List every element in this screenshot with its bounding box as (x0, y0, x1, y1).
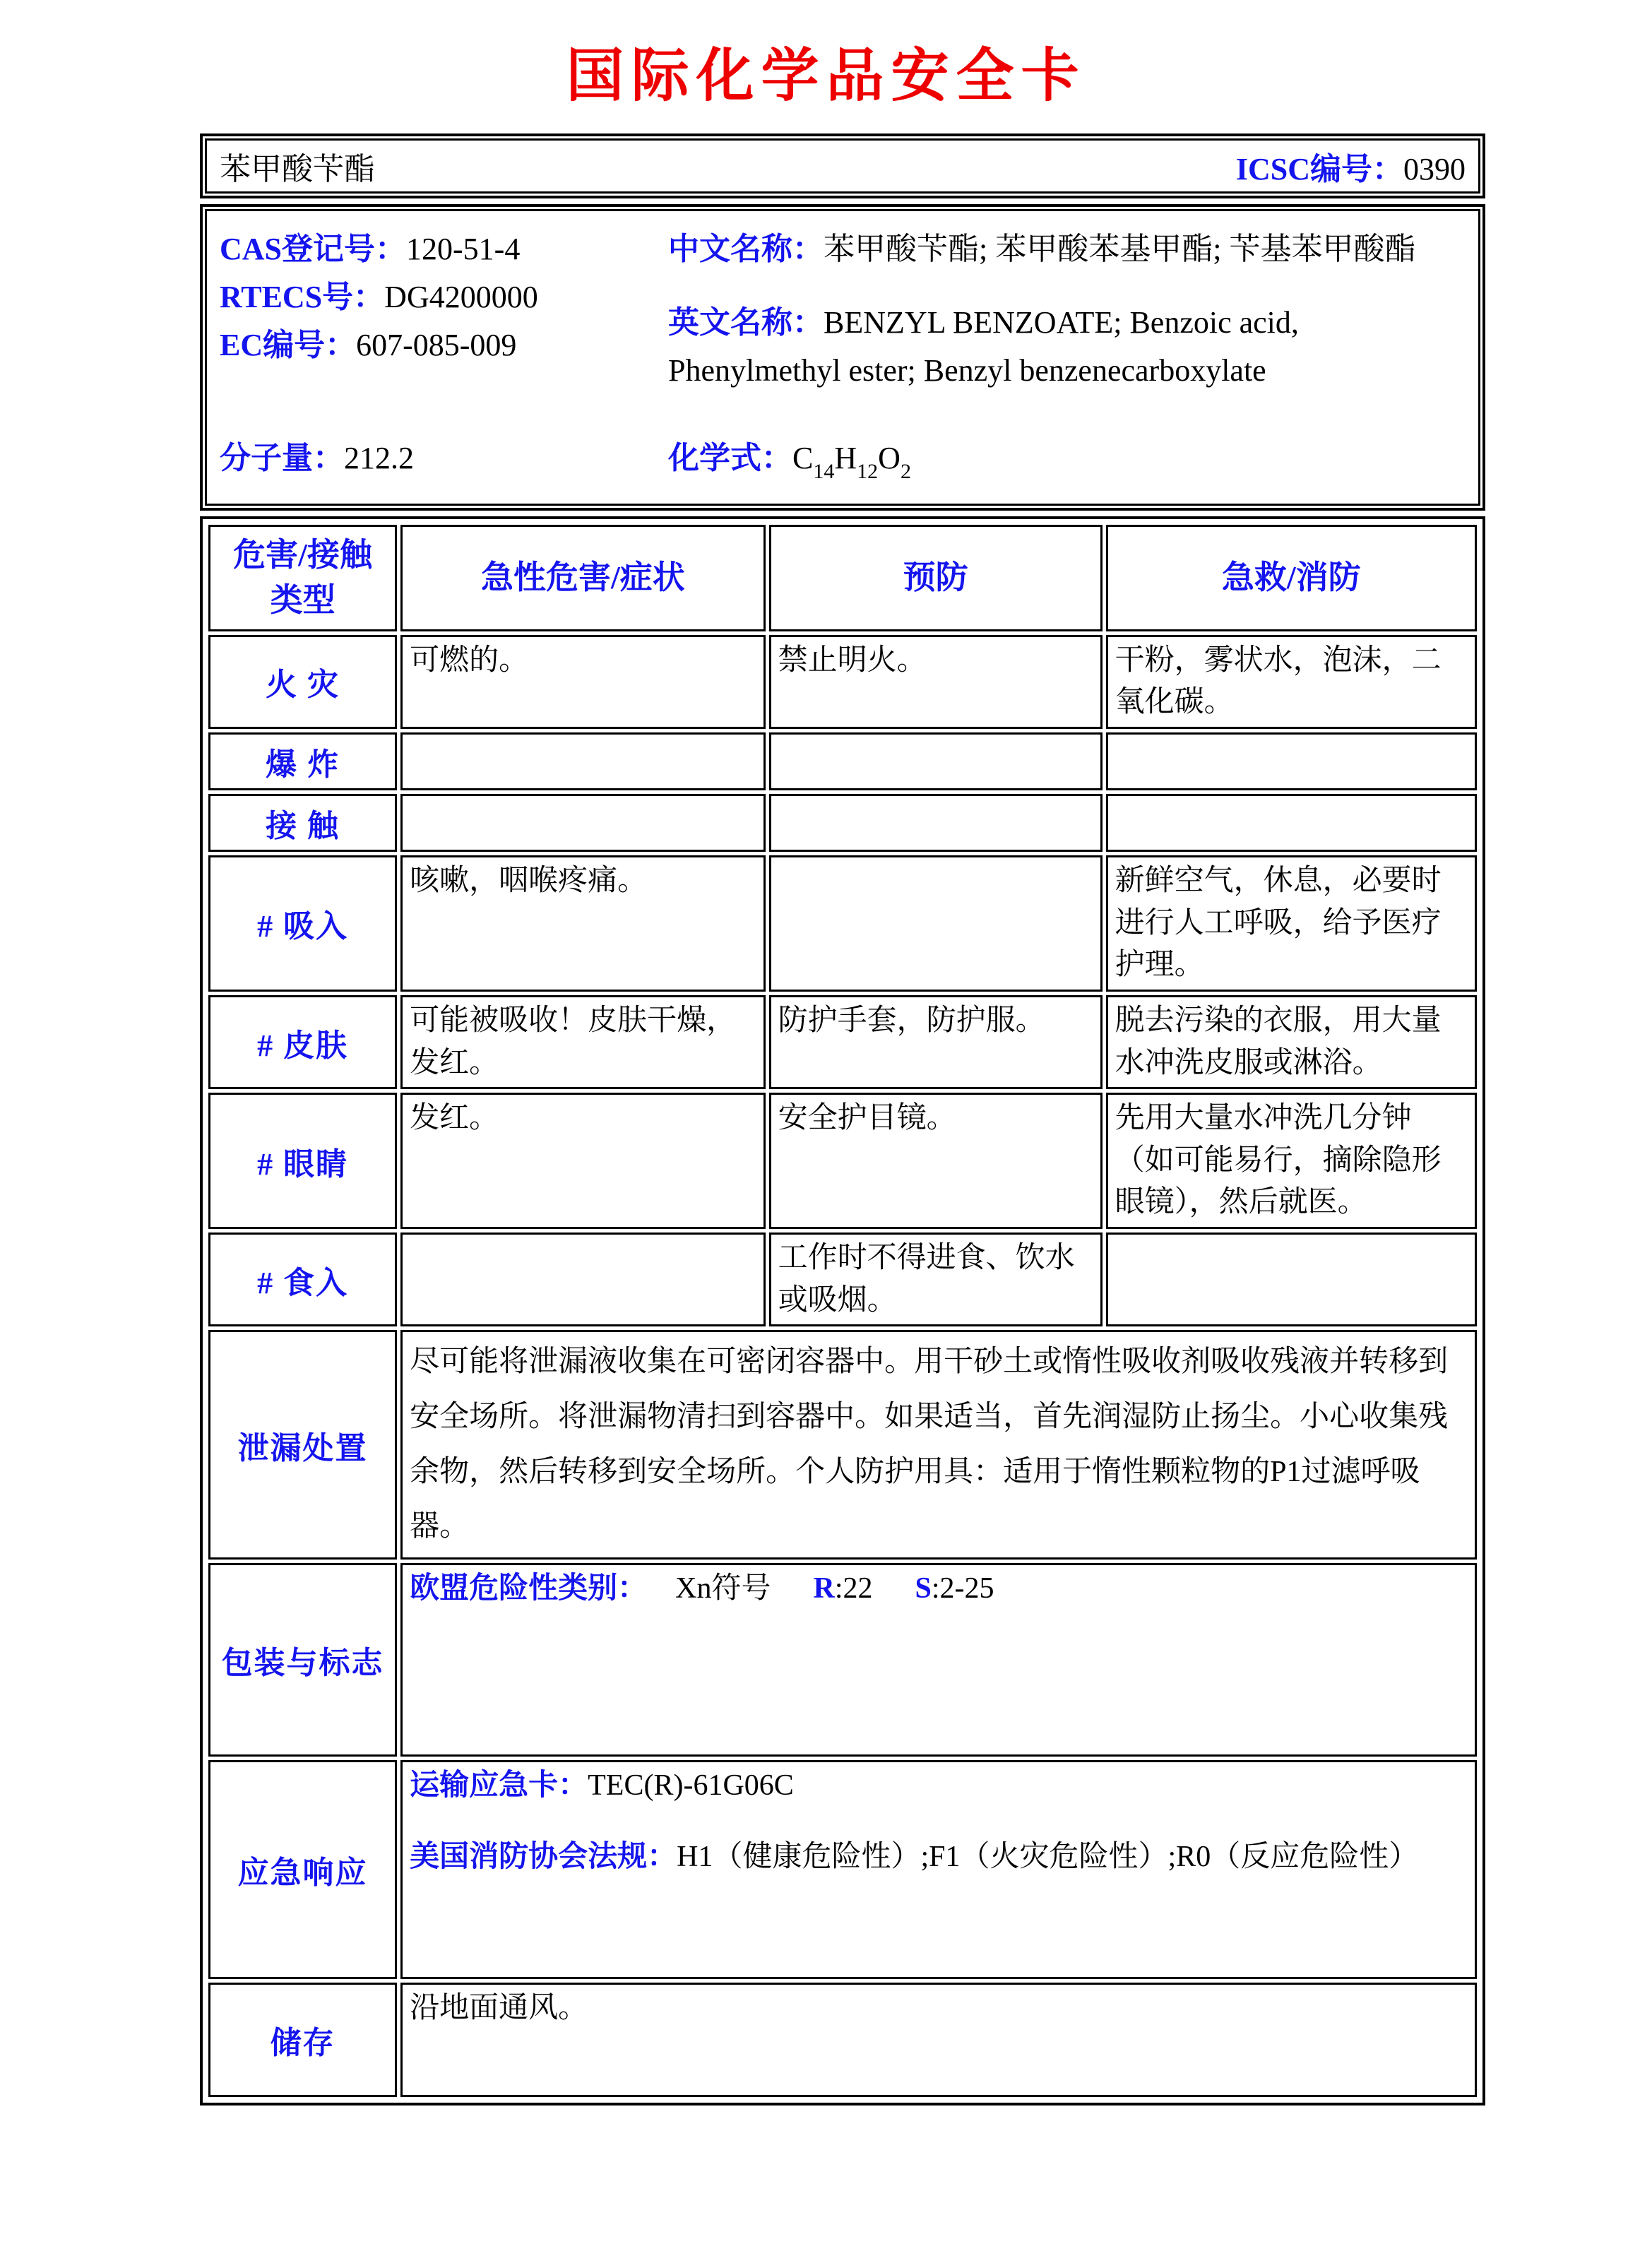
table-header-row (208, 525, 1477, 631)
row-label-storage: 储存 (208, 1983, 397, 2097)
icsc-number (1236, 143, 1466, 189)
english-name-label: 英文名称： (668, 305, 824, 340)
r-phrase: R:22 (813, 1572, 873, 1605)
explosion-prevention (769, 732, 1103, 790)
row-label-contact: 接 触 (208, 794, 397, 852)
card-body (200, 133, 1485, 2105)
table-row-eyes (208, 1093, 1477, 1229)
ec-value: 607-085-009 (356, 328, 517, 363)
table-row-emergency (208, 1760, 1477, 1979)
s-phrase: S:2-25 (915, 1572, 994, 1605)
icsc-label: ICSC编号： (1235, 152, 1403, 186)
transport-emergency-card (410, 1765, 1468, 1807)
chemical-formula (668, 432, 1466, 484)
col-header-firstaid: 急救/消防 (1106, 525, 1477, 631)
table-row-storage (208, 1983, 1477, 2097)
table-row-contact (208, 794, 1477, 852)
eyes-symptoms: 发红。 (400, 1093, 765, 1229)
row-label-fire: 火 灾 (208, 635, 397, 729)
ec-label: EC编号： (220, 328, 357, 363)
explosion-firstaid (1106, 732, 1477, 790)
hazard-table (205, 521, 1480, 2101)
name-block (668, 225, 1466, 396)
eyes-prevention: 安全护目镜。 (769, 1093, 1103, 1229)
inhalation-prevention (769, 855, 1103, 992)
fire-symptoms: 可燃的。 (400, 635, 765, 729)
contact-prevention (769, 794, 1103, 852)
ingestion-symptoms (400, 1233, 765, 1326)
table-row-fire (208, 635, 1477, 729)
page-title: 国际化学品安全卡 (566, 42, 1086, 109)
col-header-symptoms: 急性危害/症状 (400, 525, 765, 631)
eyes-firstaid: 先用大量水冲洗几分钟（如可能易行，摘除隐形眼镜），然后就医。 (1106, 1093, 1477, 1229)
row-label-inhalation: # 吸入 (208, 855, 397, 992)
molecular-weight-value: 212.2 (344, 440, 414, 475)
section-identity (200, 204, 1485, 511)
row-label-ingestion: # 食入 (208, 1233, 397, 1326)
ec-number (220, 321, 668, 369)
inhalation-symptoms: 咳嗽，咽喉疼痛。 (400, 855, 765, 992)
nfpa-code (410, 1831, 1468, 1884)
ingestion-prevention: 工作时不得进食、饮水或吸烟。 (769, 1233, 1103, 1326)
table-row-skin (208, 995, 1477, 1089)
table-row-packaging (208, 1563, 1477, 1757)
contact-firstaid (1106, 794, 1477, 852)
cas-value: 120-51-4 (406, 232, 521, 266)
section-hazard-table (200, 516, 1485, 2105)
nfpa-label: 美国消防协会法规： (410, 1840, 677, 1873)
row-label-spill: 泄漏处置 (208, 1330, 397, 1560)
table-row-explosion (208, 732, 1477, 790)
chemical-formula-value: $C_{14}H_{12}O_2$ (792, 440, 911, 483)
english-name (668, 299, 1466, 395)
rtecs-value: DG4200000 (384, 280, 538, 315)
section-header (200, 133, 1485, 198)
packaging-content (400, 1563, 1477, 1757)
inhalation-firstaid: 新鲜空气，休息，必要时进行人工呼吸，给予医疗护理。 (1106, 855, 1477, 992)
fire-prevention: 禁止明火。 (769, 635, 1103, 729)
contact-symptoms (400, 794, 765, 852)
table-row-spill (208, 1330, 1477, 1560)
chinese-name (668, 225, 1466, 273)
substance-name: 苯甲酸苄酯 (220, 152, 375, 186)
row-label-eyes: # 眼睛 (208, 1093, 397, 1229)
tec-value: TEC(R)-61G06C (588, 1769, 794, 1802)
table-row-inhalation (208, 855, 1477, 992)
explosion-symptoms (400, 732, 765, 790)
molecular-weight (220, 432, 668, 484)
eu-class-value: Xn符号 (675, 1572, 771, 1605)
row-label-explosion: 爆 炸 (208, 732, 397, 790)
chinese-name-label: 中文名称： (668, 232, 824, 266)
fire-firstaid: 干粉，雾状水，泡沫，二氧化碳。 (1106, 635, 1477, 729)
molecular-weight-label: 分子量： (220, 440, 344, 475)
ingestion-firstaid (1106, 1233, 1477, 1326)
rtecs-number (220, 273, 668, 321)
storage-text: 沿地面通风。 (400, 1983, 1477, 2097)
spill-text: 尽可能将泄漏液收集在可密闭容器中。用干砂土或惰性吸收剂吸收残液并转移到安全场所。将泄漏物清扫到容器中。如果适当，首先润湿防止扬尘。小心收集残余物，然后转移到安全场所。个人防护用具：适用于惰性颗粒物的P1过滤呼吸器。 (400, 1330, 1477, 1560)
skin-firstaid: 脱去污染的衣服，用大量水冲洗皮服或淋浴。 (1106, 995, 1477, 1089)
row-label-skin: # 皮肤 (208, 995, 397, 1089)
cas-number (220, 225, 668, 273)
skin-symptoms: 可能被吸收！皮肤干燥，发红。 (400, 995, 765, 1089)
row-label-emergency: 应急响应 (208, 1760, 397, 1979)
col-header-prevention: 预防 (769, 525, 1103, 631)
tec-label: 运输应急卡： (410, 1769, 588, 1802)
emergency-content (400, 1760, 1477, 1979)
row-label-packaging: 包装与标志 (208, 1563, 397, 1757)
icsc-value: 0390 (1403, 152, 1466, 186)
table-row-ingestion (208, 1233, 1477, 1326)
english-name-value: BENZYL BENZOATE; Benzoic acid, Phenylmethyl ester; Benzyl benzenecarboxylate (668, 305, 1299, 388)
cas-label: CAS登记号： (220, 232, 407, 266)
rtecs-label: RTECS号： (220, 280, 385, 315)
identifier-list (220, 225, 668, 396)
col-header-hazard-type: 危害/接触 类型 (208, 525, 397, 631)
eu-class-label: 欧盟危险性类别： (410, 1572, 648, 1605)
chemical-formula-label: 化学式： (668, 440, 793, 475)
chinese-name-value: 苯甲酸苄酯; 苯甲酸苯基甲酯; 苄基苯甲酸酯 (824, 232, 1416, 266)
nfpa-value: H1（健康危险性）;F1（火灾危险性）;R0（反应危险性） (677, 1840, 1419, 1873)
eu-classification (410, 1568, 1468, 1610)
skin-prevention: 防护手套，防护服。 (769, 995, 1103, 1089)
